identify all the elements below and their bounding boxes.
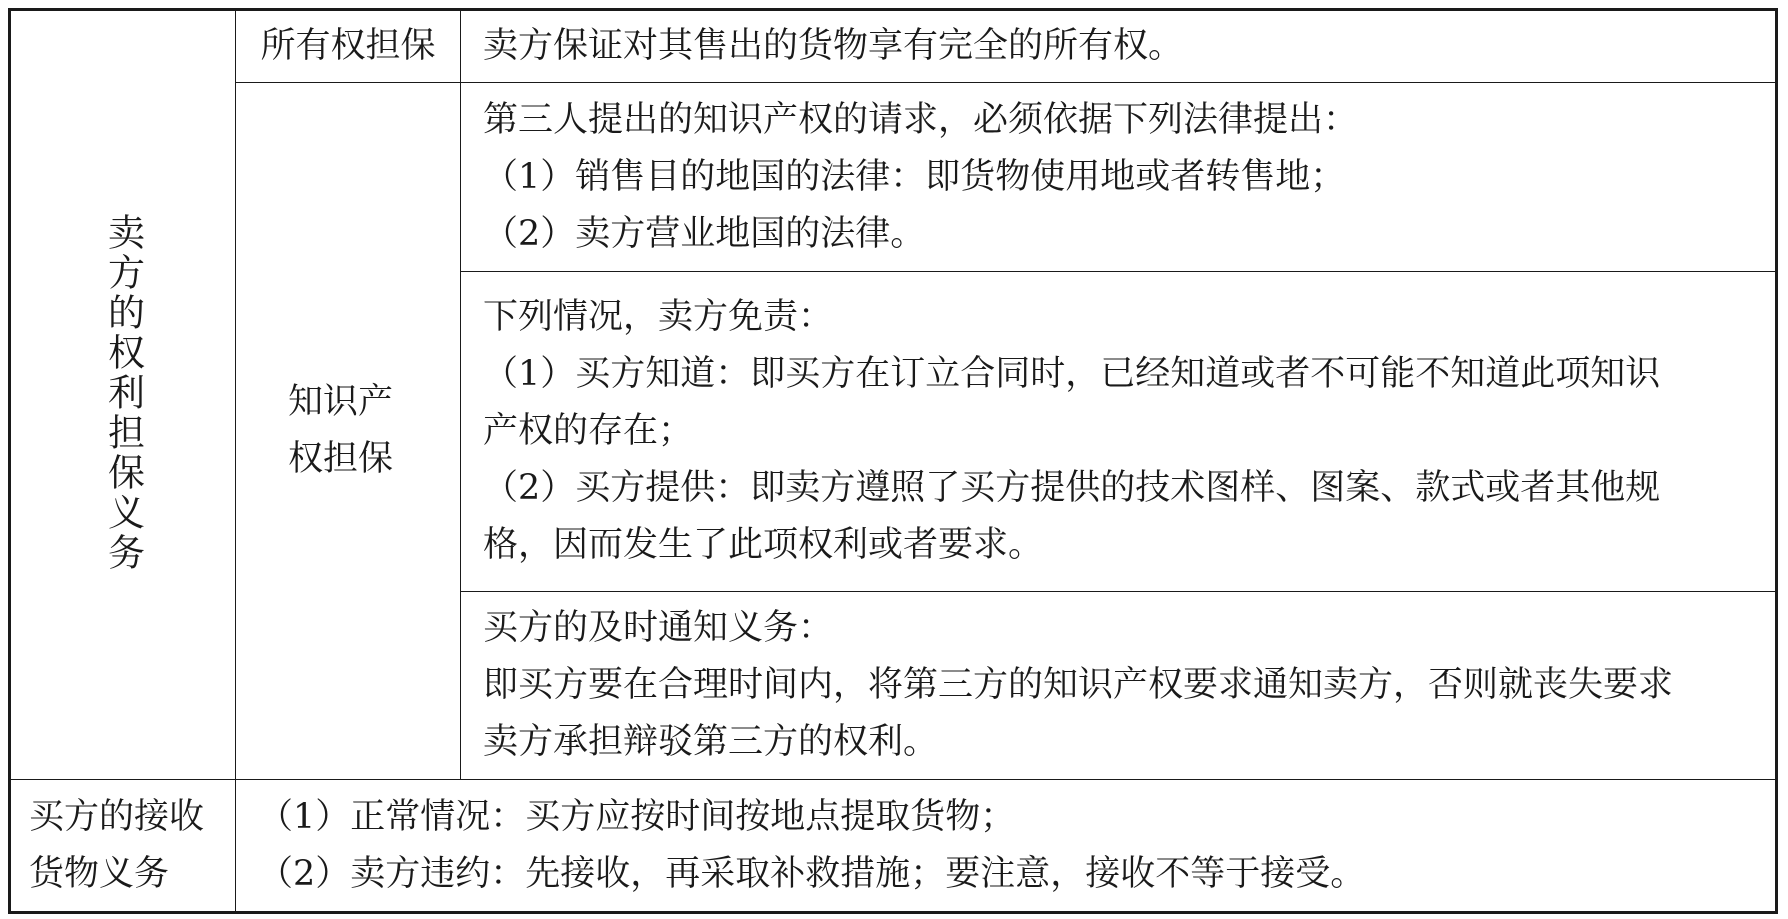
ownership-label: 所有权担保 (260, 26, 436, 66)
buyer-section-line: （1）正常情况：买方应按时间按地点提取货物； (258, 796, 1016, 837)
ip-notice-line: 卖方承担辩驳第三方的权利。 (483, 722, 939, 762)
buyer-section-label-cell (10, 780, 236, 913)
ownership-text-cell (461, 10, 1777, 83)
ip-exemptions-cell (461, 272, 1777, 592)
ip-claims-line: 第三人提出的知识产权的请求，必须依据下列法律提出： (483, 99, 1359, 140)
buyer-section-label: 买方的接收货物义务 (29, 796, 205, 894)
ip-exemptions-line: 下列情况，卖方免责： (483, 297, 834, 337)
ip-label-cell (236, 83, 461, 780)
ip-claims-cell (461, 83, 1777, 272)
ip-exemptions-line: （1）买方知道：即买方在订立合同时，已经知道或者不可能不知道此项知识 (483, 354, 1661, 394)
ip-claims-line: （1）销售目的地国的法律：即货物使用地或者转售地； (483, 156, 1346, 197)
ip-label: 知识产权担保 (288, 382, 394, 479)
obligations-table (8, 8, 1778, 914)
table-row-ip-claims (10, 83, 1777, 272)
buyer-section-text-cell (236, 780, 1777, 913)
ip-exemptions-line: 产权的存在； (483, 411, 694, 451)
ownership-text: 卖方保证对其售出的货物享有完全的所有权。 (483, 26, 1184, 66)
ip-notice-line: 买方的及时通知义务： (483, 608, 834, 648)
table-row-buyer (10, 780, 1777, 913)
seller-section-label: 卖方的权利担保义务 (101, 213, 145, 573)
ip-notice-cell (461, 592, 1777, 780)
ip-notice-line: 即买方要在合理时间内，将第三方的知识产权要求通知卖方，否则就丧失要求 (483, 665, 1674, 705)
buyer-section-line: （2）卖方违约：先接收，再采取补救措施；要注意，接收不等于接受。 (258, 853, 1366, 894)
obligations-table-container (8, 8, 1778, 911)
ip-exemptions-line: （2）买方提供：即卖方遵照了买方提供的技术图样、图案、款式或者其他规 (483, 468, 1661, 508)
table-row-ownership (10, 10, 1777, 83)
ip-exemptions-line: 格，因而发生了此项权利或者要求。 (483, 525, 1044, 565)
seller-section-label-cell (10, 10, 236, 780)
ip-claims-line: （2）卖方营业地国的法律。 (483, 213, 926, 254)
ownership-label-cell (236, 10, 461, 83)
